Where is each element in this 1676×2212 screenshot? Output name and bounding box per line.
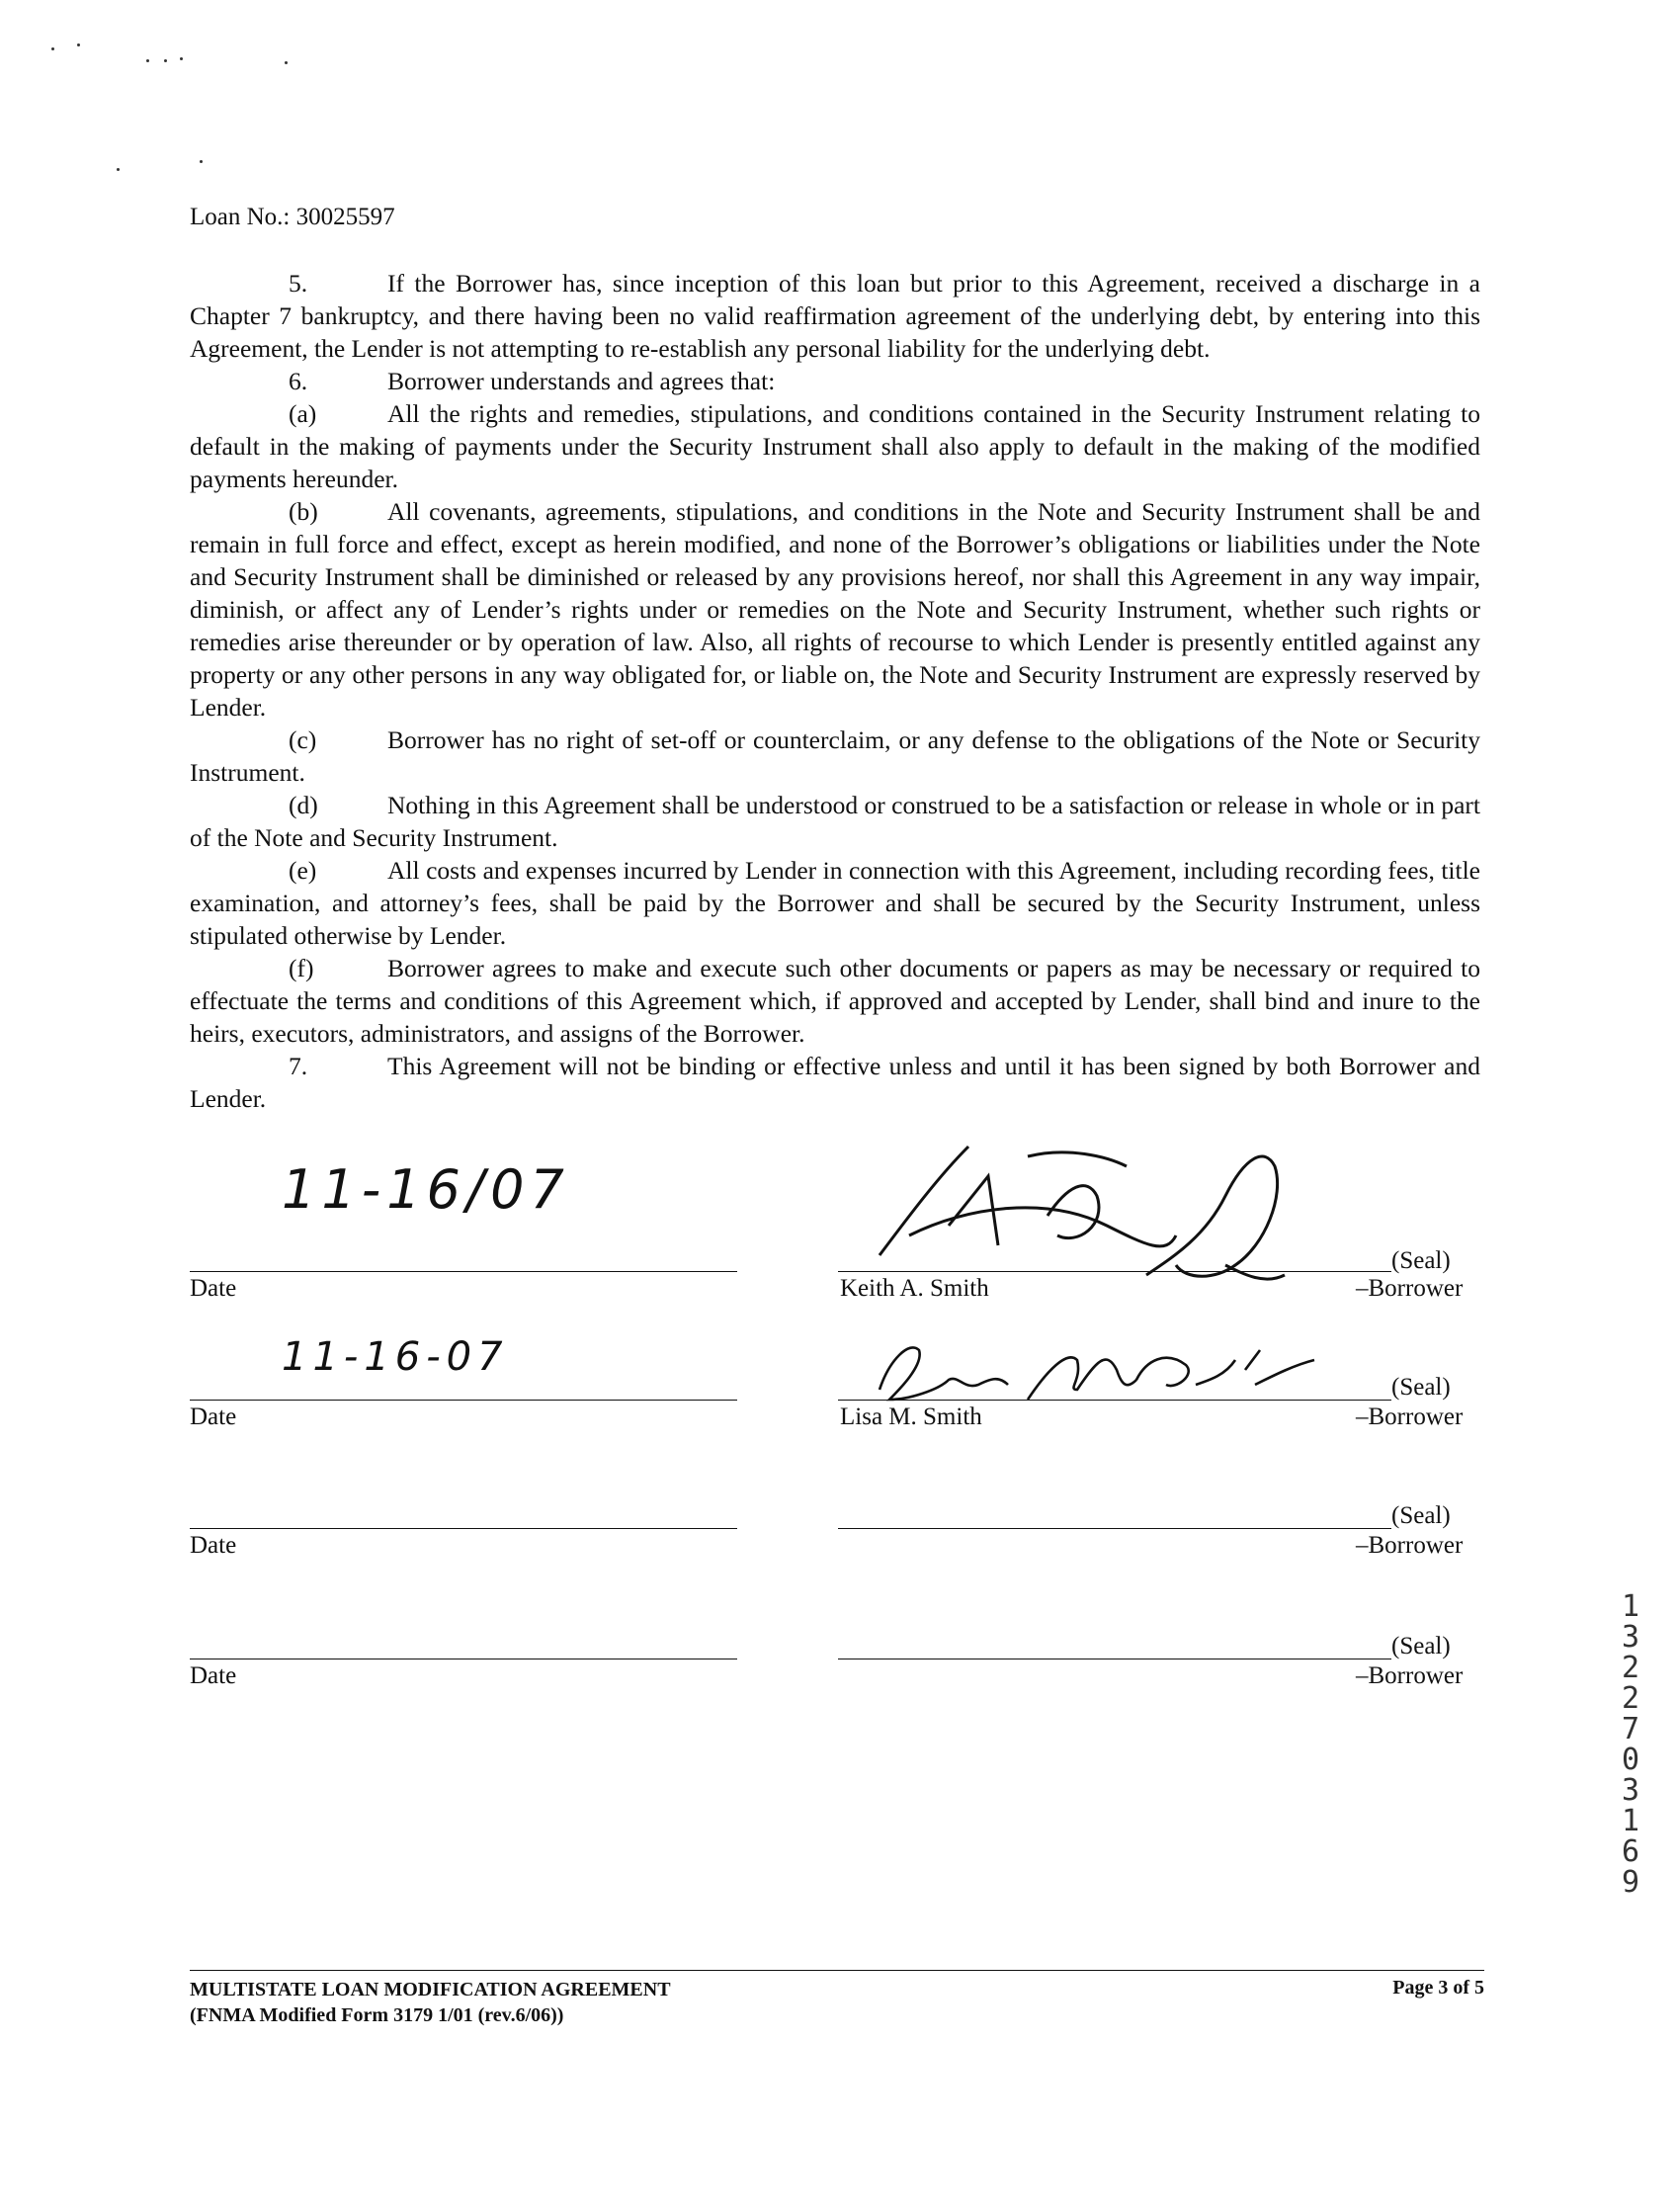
- signature-row-4: [0, 1556, 1676, 1689]
- signature-line: [838, 1400, 1391, 1401]
- paragraph-7: [190, 1050, 1480, 1115]
- seal-label: (Seal): [1391, 1502, 1451, 1529]
- borrower-label: –Borrower: [1356, 1662, 1464, 1689]
- paragraph-text: Borrower has no right of set-off or counterclaim, or any defense to the obligations of the Note or Security Instrument.: [190, 725, 1480, 787]
- paragraph-number: (a): [289, 399, 317, 428]
- date-label: Date: [190, 1662, 237, 1689]
- paragraph-text: All the rights and remedies, stipulations, and conditions contained in the Security Instrument relating to default in the making of payments under the Security Instrument shall also apply to default in the making of the modified payments hereunder.: [190, 399, 1480, 493]
- signature-row-1: [0, 1158, 1676, 1302]
- paragraph-number: 5.: [289, 269, 308, 298]
- signature-row-2: [0, 1297, 1676, 1430]
- paragraph-number: 6.: [289, 367, 308, 395]
- seal-label: (Seal): [1391, 1247, 1451, 1274]
- handwritten-date: 11-16-07: [282, 1334, 509, 1380]
- paragraph-6: [190, 365, 1480, 397]
- recording-stamp: [1617, 1591, 1644, 1898]
- paragraph-number: (b): [289, 497, 318, 526]
- page-number: Page 3 of 5: [1392, 1977, 1484, 1999]
- paragraph-text: If the Borrower has, since inception of this loan but prior to this Agreement, received a discharge in a Chapter 7 bankruptcy, and there having been no valid reaffirmation agreement of the underlying debt, by entering into this Agreement, the Lender is not attempting to re-establish any personal liability for the underlying debt.: [190, 269, 1480, 363]
- recording-stamp-text: 13227 03169: [1621, 1589, 1640, 1900]
- paragraph-5: [190, 267, 1480, 365]
- paragraph-6c: [190, 723, 1480, 789]
- signature-line: [838, 1271, 1391, 1272]
- paragraph-6a: [190, 397, 1480, 495]
- signer-name: Lisa M. Smith: [840, 1404, 982, 1430]
- paragraph-text: Borrower agrees to make and execute such other documents or papers as may be necessary or required to effectuate the terms and conditions of this Agreement which, if approved and accepted by Lender, shall bind and inure to the heirs, executors, administrators, and assigns of the Borrower.: [190, 954, 1480, 1048]
- paragraph-number: (f): [289, 954, 314, 982]
- signature-line: [838, 1528, 1391, 1529]
- footer-form-info: [190, 1977, 671, 2028]
- paragraph-text: All costs and expenses incurred by Lender in connection with this Agreement, including recording fees, title examination, and attorney’s fees, shall be paid by the Borrower and shall be secured by the Security Instrument, unless stipulated otherwise by Lender.: [190, 856, 1480, 950]
- paragraph-number: (e): [289, 856, 317, 885]
- date-line: [190, 1271, 737, 1272]
- borrower-label: –Borrower: [1356, 1275, 1464, 1302]
- signer-name: Keith A. Smith: [840, 1275, 989, 1302]
- footer-divider: [190, 1970, 1484, 1971]
- paragraph-text: Borrower understands and agrees that:: [387, 367, 776, 395]
- signature-row-3: [0, 1425, 1676, 1559]
- date-line: [190, 1528, 737, 1529]
- seal-label: (Seal): [1391, 1633, 1451, 1659]
- date-label: Date: [190, 1275, 237, 1302]
- paragraph-6b: [190, 495, 1480, 723]
- borrower-label: –Borrower: [1356, 1532, 1464, 1559]
- date-label: Date: [190, 1532, 237, 1559]
- paragraph-text: This Agreement will not be binding or effective unless and until it has been signed by both Borrower and Lender.: [190, 1052, 1480, 1113]
- seal-label: (Seal): [1391, 1374, 1451, 1401]
- paragraph-6f: [190, 952, 1480, 1050]
- paragraph-text: Nothing in this Agreement shall be understood or construed to be a satisfaction or release in whole or in part of the Note and Security Instrument.: [190, 791, 1480, 852]
- lisa-smith-signature: [870, 1330, 1324, 1409]
- paragraph-number: 7.: [289, 1052, 308, 1080]
- loan-number: Loan No.: 30025597: [190, 204, 395, 230]
- agreement-body: [190, 267, 1480, 1115]
- date-label: Date: [190, 1404, 237, 1430]
- paragraph-number: (d): [289, 791, 318, 819]
- handwritten-date: 11-16/07: [282, 1158, 570, 1221]
- paragraph-number: (c): [289, 725, 317, 754]
- paragraph-6d: [190, 789, 1480, 854]
- footer-title: MULTISTATE LOAN MODIFICATION AGREEMENT: [190, 1979, 671, 2000]
- paragraph-text: All covenants, agreements, stipulations, and conditions in the Note and Security Instrument shall be and remain in full force and effect, except as herein modified, and none of the Borrower’s obligations or liabilities under the Note and Security Instrument shall be diminished or released by any provisions hereof, nor shall this Agreement in any way impair, diminish, or affect any of Lender’s rights under or remedies on the Note and Security Instrument, whether such rights or remedies arise thereunder or by operation of law. Also, all rights of recourse to which Lender is presently entitled against any property or any other persons in any way obligated for, or liable on, the Note and Security Instrument are expressly reserved by Lender.: [190, 497, 1480, 722]
- date-line: [190, 1400, 737, 1401]
- borrower-label: –Borrower: [1356, 1404, 1464, 1430]
- paragraph-6e: [190, 854, 1480, 952]
- footer-form-number: (FNMA Modified Form 3179 1/01 (rev.6/06)): [190, 2004, 564, 2026]
